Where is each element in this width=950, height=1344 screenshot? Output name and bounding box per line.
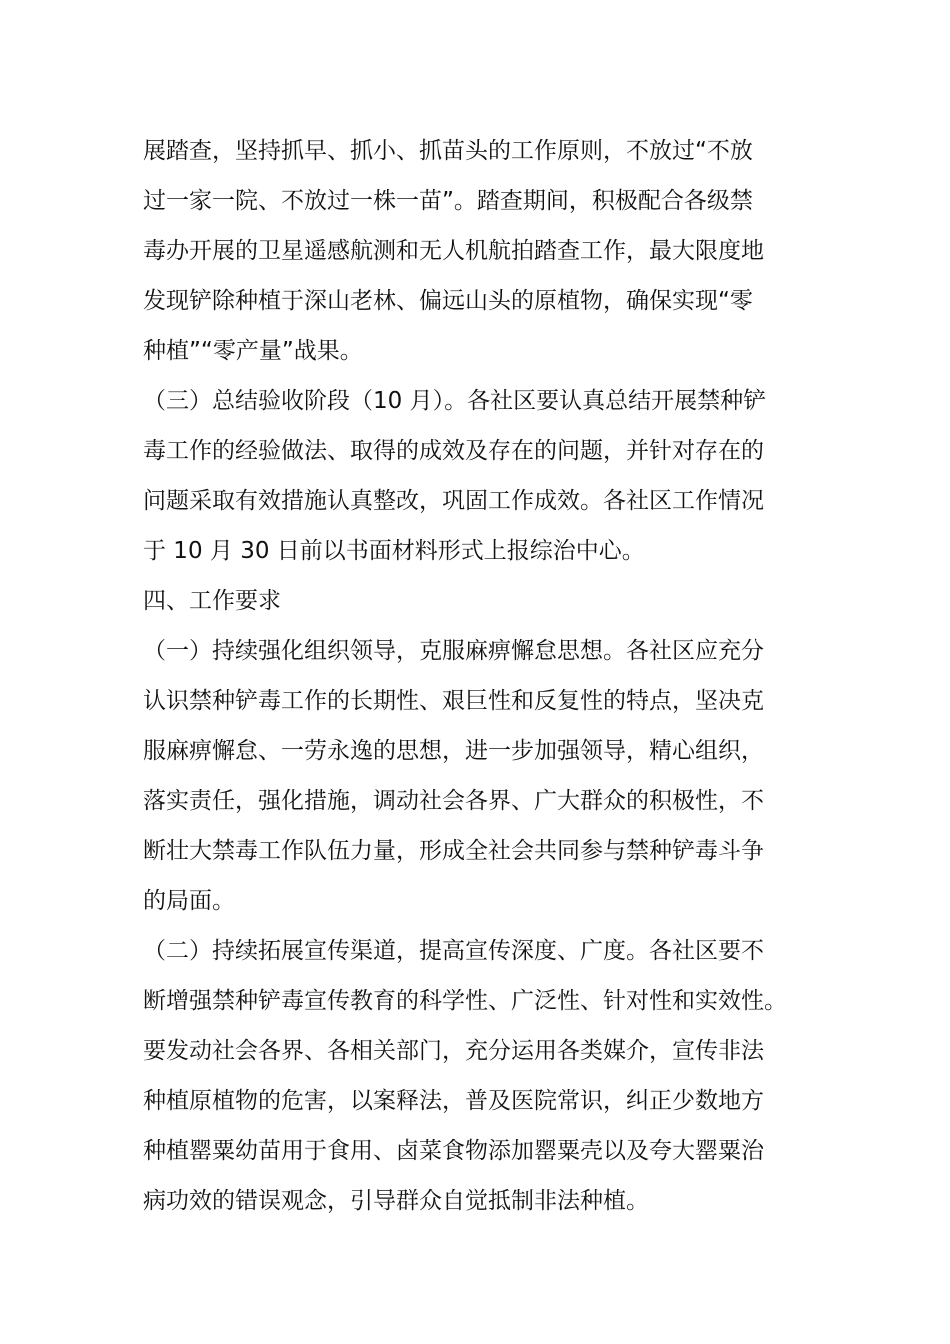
text-line: 毒工作的经验做法、取得的成效及存在的问题，并针对存在的 xyxy=(143,438,764,464)
text-line: 种植罂粟幼苗用于食用、卤菜食物添加罂粟壳以及夸大罂粟治 xyxy=(143,1138,764,1164)
text-line: 断壮大禁毒工作队伍力量，形成全社会共同参与禁种铲毒斗争 xyxy=(143,838,764,864)
text-line: 于 10 月 30 日前以书面材料形式上报综治中心。 xyxy=(143,538,645,564)
text-line: 断增强禁种铲毒宣传教育的科学性、广泛性、针对性和实效性。 xyxy=(143,988,787,1014)
text-line: 种植原植物的危害，以案释法，普及医院常识，纠正少数地方 xyxy=(143,1088,764,1114)
requirement-2-heading-line: （二）持续拓展宣传渠道，提高宣传深度、广度。各社区要不 xyxy=(143,938,764,964)
text-line: 服麻痹懈怠、一劳永逸的思想，进一步加强领导，精心组织， xyxy=(143,738,764,764)
text-line: 毒办开展的卫星遥感航测和无人机航拍踏查工作，最大限度地 xyxy=(143,238,764,264)
section-heading-work-requirements: 四、工作要求 xyxy=(143,588,281,614)
text-line: 展踏查，坚持抓早、抓小、抓苗头的工作原则，不放过“不放 xyxy=(143,138,753,164)
section-3-heading-line: （三）总结验收阶段（10 月）。各社区要认真总结开展禁种铲 xyxy=(143,388,767,414)
text-line: 问题采取有效措施认真整改，巩固工作成效。各社区工作情况 xyxy=(143,488,764,514)
text-line: 发现铲除种植于深山老林、偏远山头的原植物，确保实现“零 xyxy=(143,288,753,314)
text-line: 种植”“零产量”战果。 xyxy=(143,338,363,364)
text-line: 的局面。 xyxy=(143,888,235,914)
text-line: 认识禁种铲毒工作的长期性、艰巨性和反复性的特点，坚决克 xyxy=(143,688,764,714)
text-line: 落实责任，强化措施，调动社会各界、广大群众的积极性，不 xyxy=(143,788,764,814)
text-line: 过一家一院、不放过一株一苗”。踏查期间，积极配合各级禁 xyxy=(143,188,753,214)
requirement-1-heading-line: （一）持续强化组织领导，克服麻痹懈怠思想。各社区应充分 xyxy=(143,638,764,664)
document-body xyxy=(143,126,808,1226)
text-line: 病功效的错误观念，引导群众自觉抵制非法种植。 xyxy=(143,1188,649,1214)
text-line: 要发动社会各界、各相关部门，充分运用各类媒介，宣传非法 xyxy=(143,1038,764,1064)
